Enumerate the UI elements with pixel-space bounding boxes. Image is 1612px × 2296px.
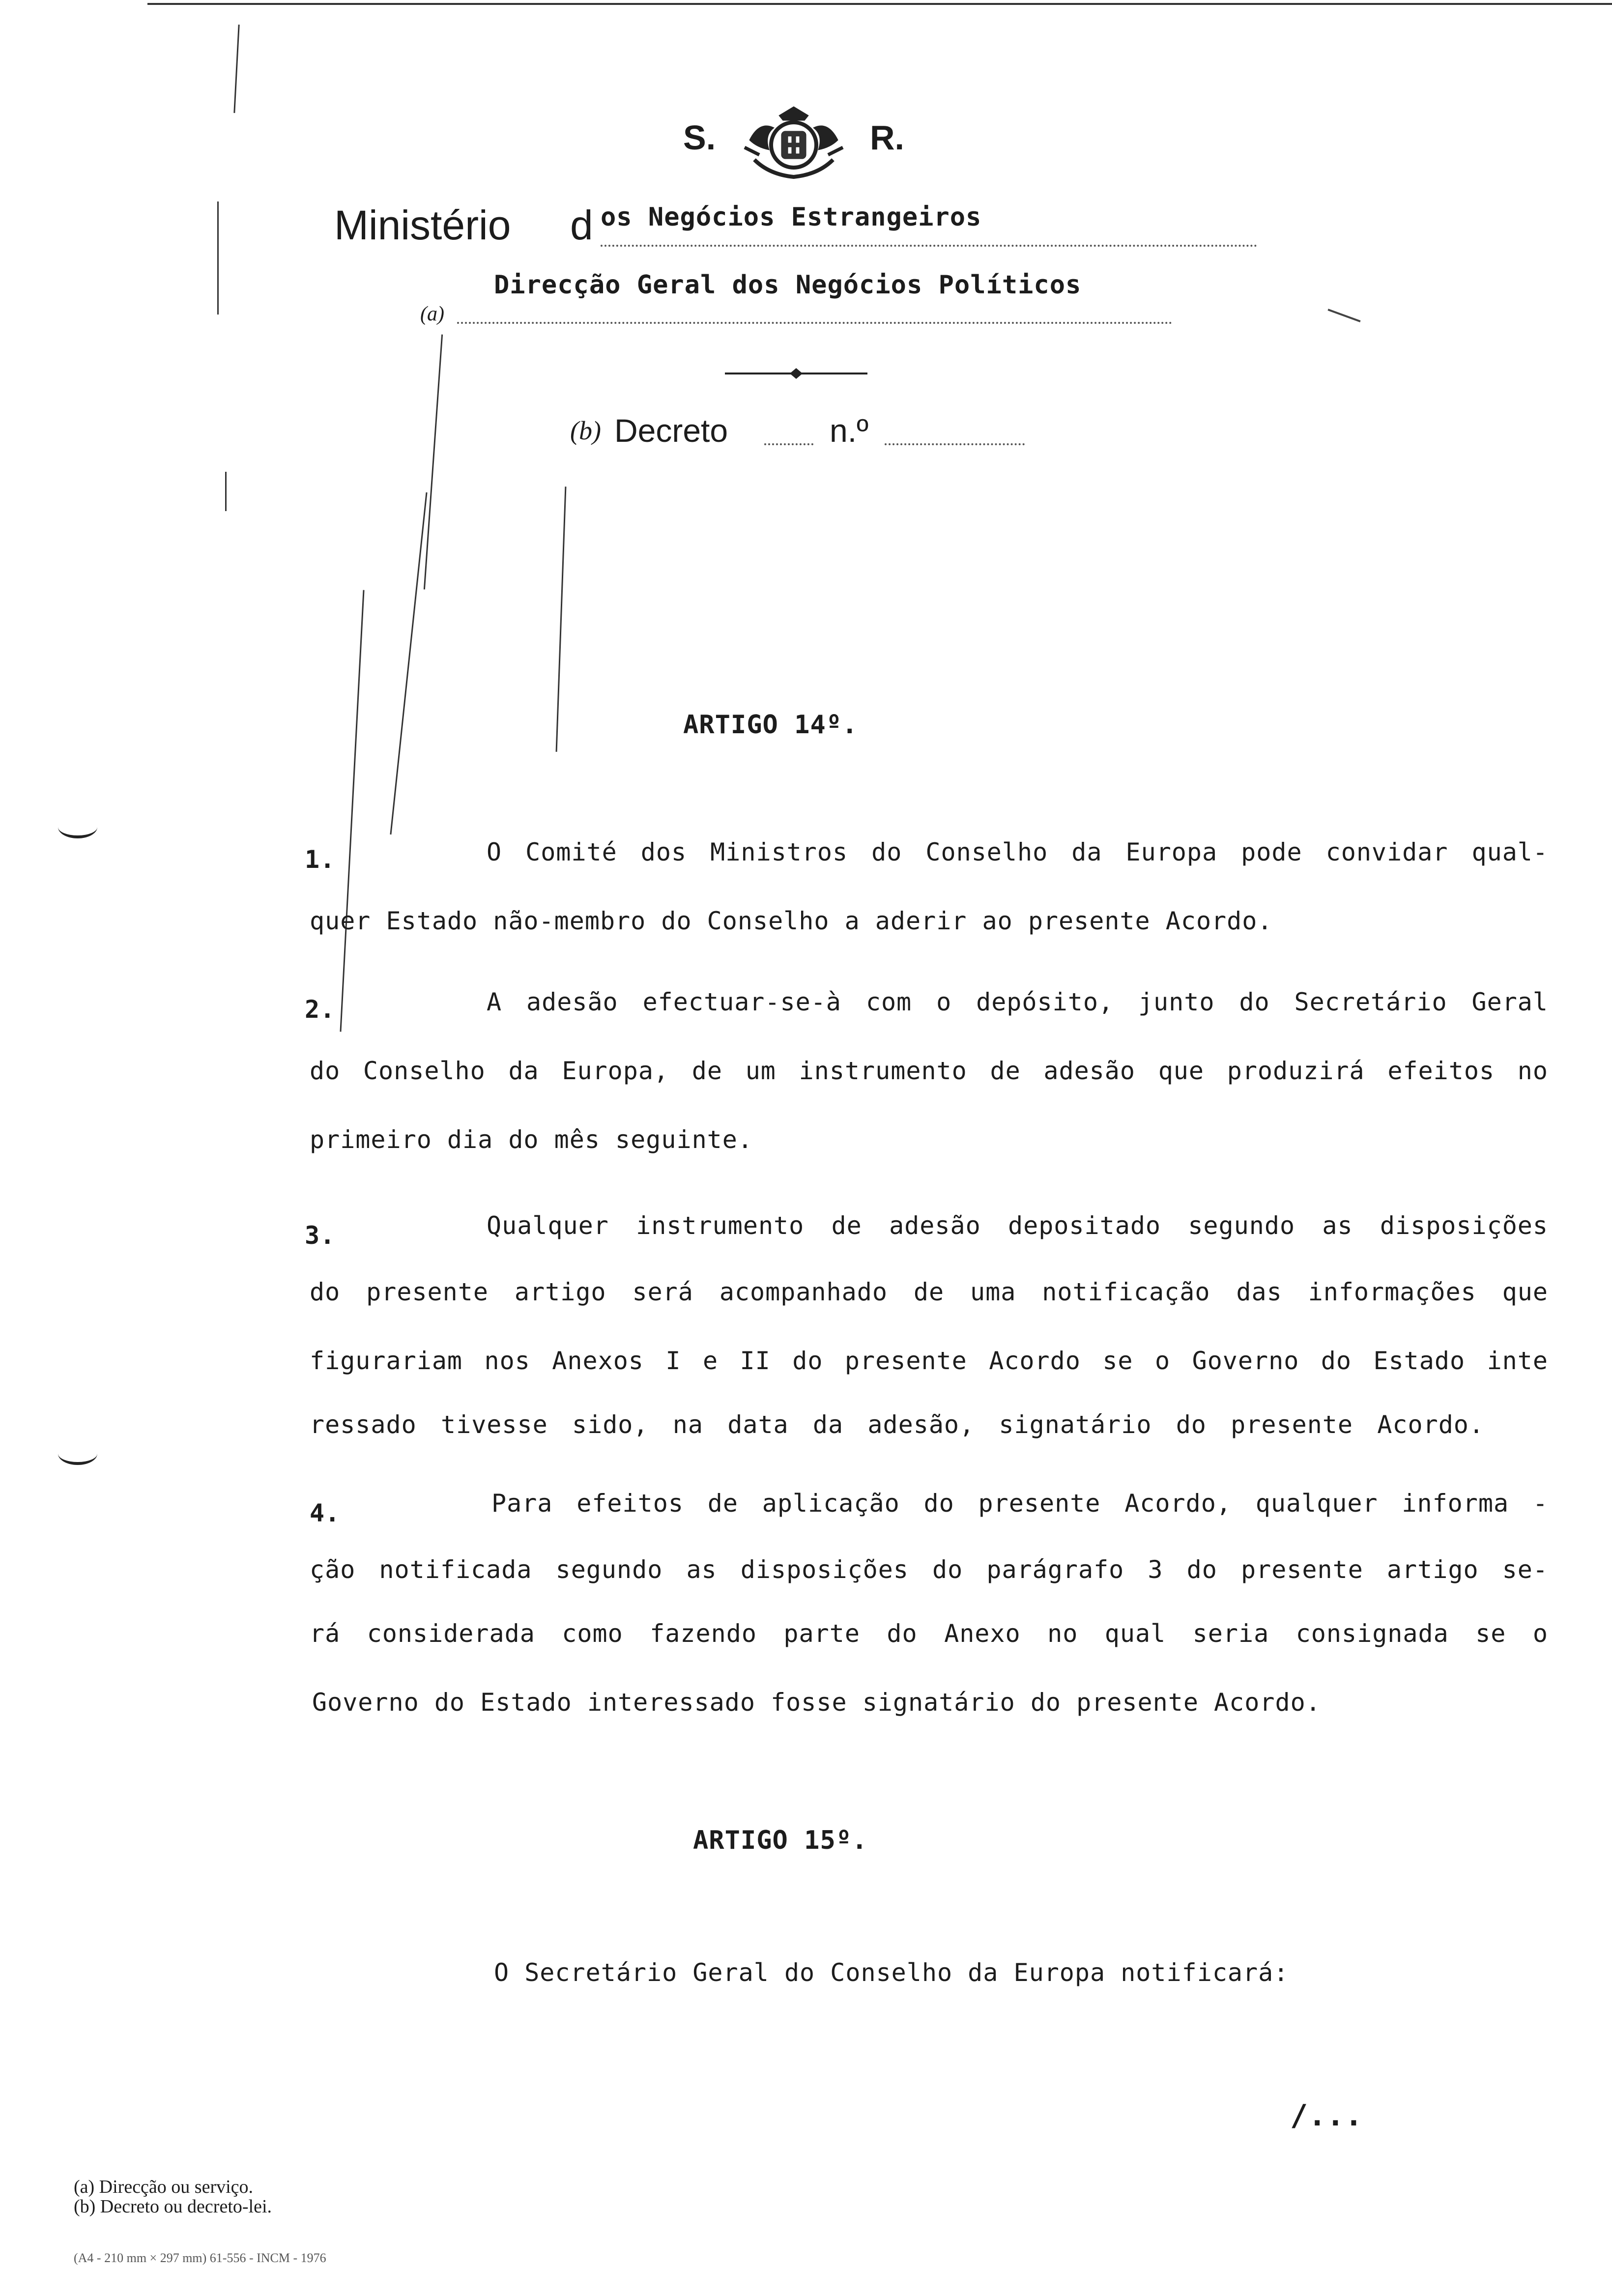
margin-arc-mark [58,1442,97,1465]
artigo-15-title: ARTIGO 15º. [693,1826,868,1855]
ministerio-de-letter: d [570,202,593,248]
margin-arc-mark [58,816,97,838]
artigo-14-title: ARTIGO 14º. [683,710,858,740]
ministerio-dotted-line [601,245,1257,247]
paragraph-3-number: 3. [305,1221,336,1250]
footnote-b: (b) Decreto ou decreto-lei. [74,2196,272,2217]
paragraph-1-line-1: O Comité dos Ministros do Conselho da Europa pode convidar qual- [487,838,1548,866]
paragraph-1-line-2: quer Estado não-membro do Conselho a aderir ao presente Acordo. [310,907,1273,935]
slash-mark [1327,309,1360,322]
print-reference: (A4 - 210 mm × 297 mm) 61-556 - INCM - 1976 [74,2251,326,2265]
top-edge-line [147,3,1612,5]
coat-of-arms-emblem [740,101,848,184]
left-margin-line [340,590,364,1032]
left-margin-line [217,201,219,315]
artigo-15-intro: O Secretário Geral do Conselho da Europa notificará: [494,1958,1289,1987]
paragraph-3-line-2: do presente artigo será acompanhado de uma notificação das informações que [310,1278,1548,1306]
paragraph-1-number: 1. [305,845,336,874]
numero-label: n.º [830,412,869,449]
left-margin-line [556,487,567,752]
paragraph-2-line-2: do Conselho da Europa, de um instrumento de adesão que produzirá efeitos no [310,1057,1548,1085]
paragraph-2-line-3: primeiro dia do mês seguinte. [310,1125,753,1154]
paragraph-2-line-1: A adesão efectuar-se-à com o depósito, junto do Secretário Geral [487,988,1548,1016]
header-r-letter: R. [870,118,904,157]
decreto-type-line [764,443,813,445]
header-s-letter: S. [683,118,716,157]
diamond-divider [725,366,867,381]
left-margin-line [390,492,427,834]
left-margin-line [424,335,443,590]
direccao-dotted-line [457,322,1172,324]
footnote-b-marker: (b) [570,416,601,445]
paragraph-3-line-1: Qualquer instrumento de adesão depositado segundo as disposições [487,1211,1548,1240]
left-margin-line [225,472,227,511]
paragraph-3-line-4: ressado tivesse sido, na data da adesão, signatário do presente Acordo. [310,1410,1484,1439]
paragraph-4-line-4: Governo do Estado interessado fosse signatário do presente Acordo. [312,1688,1321,1717]
paragraph-4-line-1: Para efeitos de aplicação do presente Acordo, qualquer informa - [491,1489,1548,1518]
left-margin-line [233,25,239,113]
paragraph-4-line-3: rá considerada como fazendo parte do Anexo no qual seria consignada se o [310,1619,1548,1648]
numero-line [885,443,1025,445]
direccao-geral: Direcção Geral dos Negócios Políticos [494,270,1082,300]
paragraph-4-line-2: ção notificada segundo as disposições do parágrafo 3 do presente artigo se- [310,1555,1548,1584]
ministerio-title: Ministério [334,202,511,248]
continuation-mark: /... [1290,2098,1363,2133]
footnote-a-marker: (a) [420,303,444,325]
ministerio-name: os Negócios Estrangeiros [601,202,982,232]
paragraph-3-line-3: figurariam nos Anexos I e II do presente Acordo se o Governo do Estado inte [310,1347,1548,1375]
decreto-label: Decreto [614,412,728,449]
footnote-a: (a) Direcção ou serviço. [74,2177,254,2197]
paragraph-4-number: 4. [310,1499,341,1527]
paragraph-2-number: 2. [305,995,336,1024]
